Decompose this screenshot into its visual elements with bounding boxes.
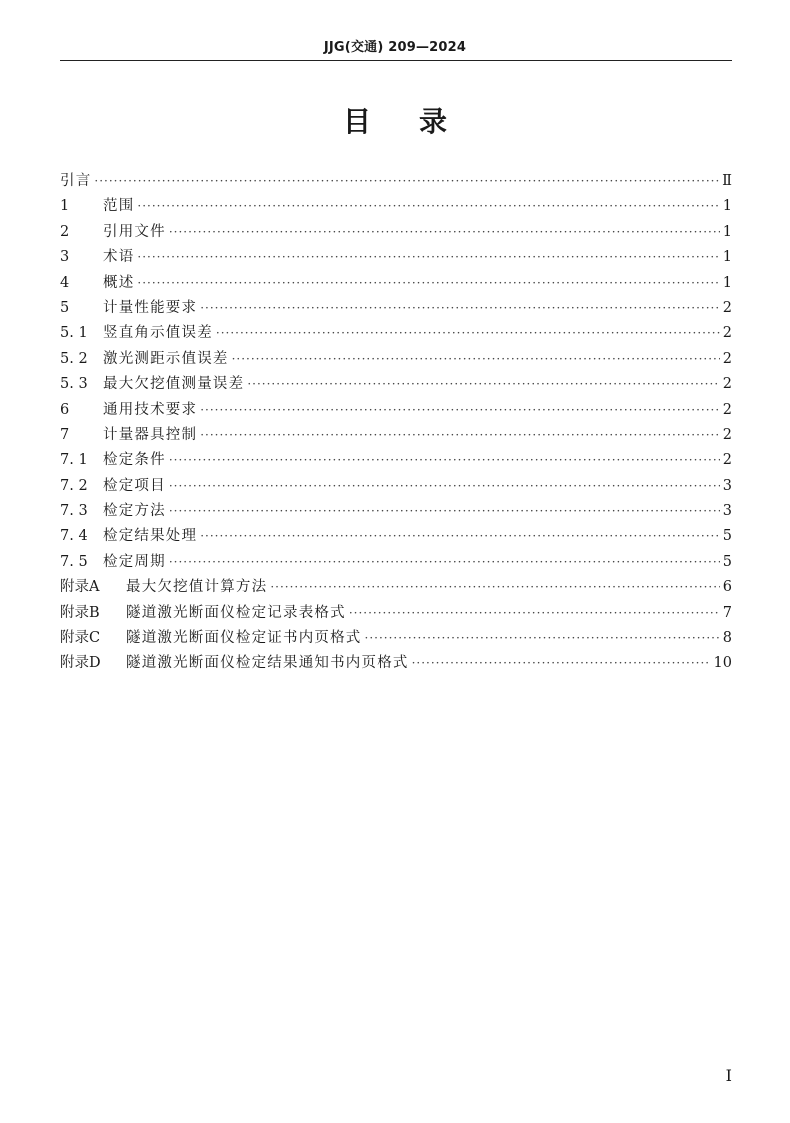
- toc-entry[interactable]: [60, 651, 732, 676]
- toc-entry-label: 隧道激光断面仪检定记录表格式: [126, 604, 346, 621]
- toc-leader-dots: [200, 524, 720, 549]
- toc-entry-page: 1: [722, 198, 732, 215]
- toc-entry-label: 检定方法: [103, 503, 166, 520]
- header-divider: [60, 60, 732, 61]
- toc-entry-label: 术语: [103, 249, 135, 266]
- toc-entry-number: 附录D: [60, 655, 101, 672]
- toc-entry-number: 7: [60, 426, 70, 443]
- toc-entry-number: 5. 1: [60, 325, 88, 342]
- toc-entry[interactable]: [60, 601, 732, 626]
- toc-entry[interactable]: [60, 169, 732, 194]
- table-of-contents: [60, 169, 732, 677]
- toc-entry-label: 检定结果处理: [103, 528, 198, 545]
- toc-leader-dots: [270, 575, 719, 600]
- toc-entry-page: 5: [722, 528, 732, 545]
- toc-entry-number: 4: [60, 274, 70, 291]
- toc-leader-dots: [412, 651, 711, 676]
- toc-entry-label: 隧道激光断面仪检定结果通知书内页格式: [126, 655, 409, 672]
- toc-leader-dots: [200, 296, 720, 321]
- toc-entry-page: 1: [722, 249, 732, 266]
- toc-leader-dots: [137, 194, 719, 219]
- toc-leader-dots: [365, 626, 720, 651]
- toc-leader-dots: [216, 321, 720, 346]
- toc-entry[interactable]: [60, 499, 732, 524]
- toc-entry[interactable]: [60, 524, 732, 549]
- toc-entry-number: 7. 3: [60, 503, 88, 520]
- toc-entry-label: 通用技术要求: [103, 401, 198, 418]
- toc-entry-page: 3: [722, 503, 732, 520]
- toc-entry[interactable]: [60, 321, 732, 346]
- toc-entry[interactable]: [60, 398, 732, 423]
- toc-entry-number: 附录C: [60, 630, 101, 647]
- toc-entry-label: 竖直角示值误差: [103, 325, 213, 342]
- toc-leader-dots: [169, 474, 720, 499]
- toc-entry-page: 2: [722, 376, 732, 393]
- toc-leader-dots: [94, 169, 719, 194]
- toc-entry[interactable]: [60, 423, 732, 448]
- toc-entry[interactable]: [60, 347, 732, 372]
- toc-entry-label: 激光测距示值误差: [103, 350, 229, 367]
- toc-entry-page: 2: [722, 350, 732, 367]
- toc-entry-number: 7. 2: [60, 477, 88, 494]
- toc-entry-number: 附录A: [60, 579, 100, 596]
- toc-entry[interactable]: [60, 194, 732, 219]
- toc-entry-page: 1: [722, 274, 732, 291]
- toc-entry[interactable]: [60, 474, 732, 499]
- toc-entry-page: 3: [722, 477, 732, 494]
- toc-entry-label: 计量性能要求: [103, 299, 198, 316]
- toc-leader-dots: [169, 448, 720, 473]
- toc-entry-page: 2: [722, 401, 732, 418]
- toc-entry-page: 7: [722, 604, 732, 621]
- toc-entry-page: 2: [722, 426, 732, 443]
- toc-entry-number: 7. 4: [60, 528, 88, 545]
- toc-entry-page: 1: [722, 223, 732, 240]
- toc-entry-page: 2: [722, 452, 732, 469]
- running-header: JJG(交通) 209—2024: [323, 40, 467, 55]
- toc-entry-label: 范围: [103, 198, 135, 215]
- toc-leader-dots: [169, 220, 720, 245]
- toc-entry-page: Ⅱ: [722, 173, 732, 189]
- toc-entry[interactable]: [60, 271, 732, 296]
- toc-leader-dots: [247, 372, 719, 397]
- toc-entry-number: 6: [60, 401, 70, 418]
- toc-entry[interactable]: [60, 220, 732, 245]
- toc-leader-dots: [169, 550, 720, 575]
- toc-entry-page: 2: [722, 325, 732, 342]
- toc-entry-label: 最大欠挖值测量误差: [103, 376, 245, 393]
- toc-leader-dots: [200, 423, 720, 448]
- toc-entry-label: 检定周期: [103, 553, 166, 570]
- toc-entry-number: 7. 5: [60, 553, 88, 570]
- toc-entry-page: 8: [722, 630, 732, 647]
- toc-leader-dots: [349, 601, 720, 626]
- toc-entry-label: 概述: [103, 274, 135, 291]
- toc-entry-number: 5. 3: [60, 376, 88, 393]
- toc-entry-page: 2: [722, 299, 732, 316]
- toc-entry[interactable]: [60, 626, 732, 651]
- toc-entry-label: 最大欠挖值计算方法: [126, 579, 268, 596]
- toc-entry[interactable]: [60, 575, 732, 600]
- toc-entry[interactable]: [60, 550, 732, 575]
- toc-entry-number: 3: [60, 249, 70, 266]
- toc-entry[interactable]: [60, 372, 732, 397]
- toc-entry[interactable]: [60, 245, 732, 270]
- toc-entry-number: 5: [60, 299, 70, 316]
- toc-entry[interactable]: [60, 296, 732, 321]
- toc-entry-label: 引言: [60, 173, 92, 189]
- toc-leader-dots: [169, 499, 720, 524]
- toc-entry-page: 5: [722, 553, 732, 570]
- page-number: I: [725, 1066, 732, 1085]
- toc-entry-number: 7. 1: [60, 452, 88, 469]
- toc-entry-label: 检定条件: [103, 452, 166, 469]
- toc-entry-label: 引用文件: [103, 223, 166, 240]
- toc-leader-dots: [137, 245, 719, 270]
- toc-entry-number: 1: [60, 198, 70, 215]
- toc-entry-label: 检定项目: [103, 477, 166, 494]
- toc-entry-number: 2: [60, 223, 70, 240]
- toc-leader-dots: [200, 398, 720, 423]
- toc-entry-label: 计量器具控制: [103, 426, 198, 443]
- toc-entry-label: 隧道激光断面仪检定证书内页格式: [126, 630, 362, 647]
- toc-leader-dots: [137, 271, 719, 296]
- toc-leader-dots: [232, 347, 720, 372]
- page-title: 目录: [342, 105, 495, 138]
- toc-entry-number: 附录B: [60, 604, 100, 621]
- toc-entry-page: 10: [713, 655, 732, 672]
- toc-entry-page: 6: [722, 579, 732, 596]
- toc-entry[interactable]: [60, 448, 732, 473]
- toc-entry-number: 5. 2: [60, 350, 88, 367]
